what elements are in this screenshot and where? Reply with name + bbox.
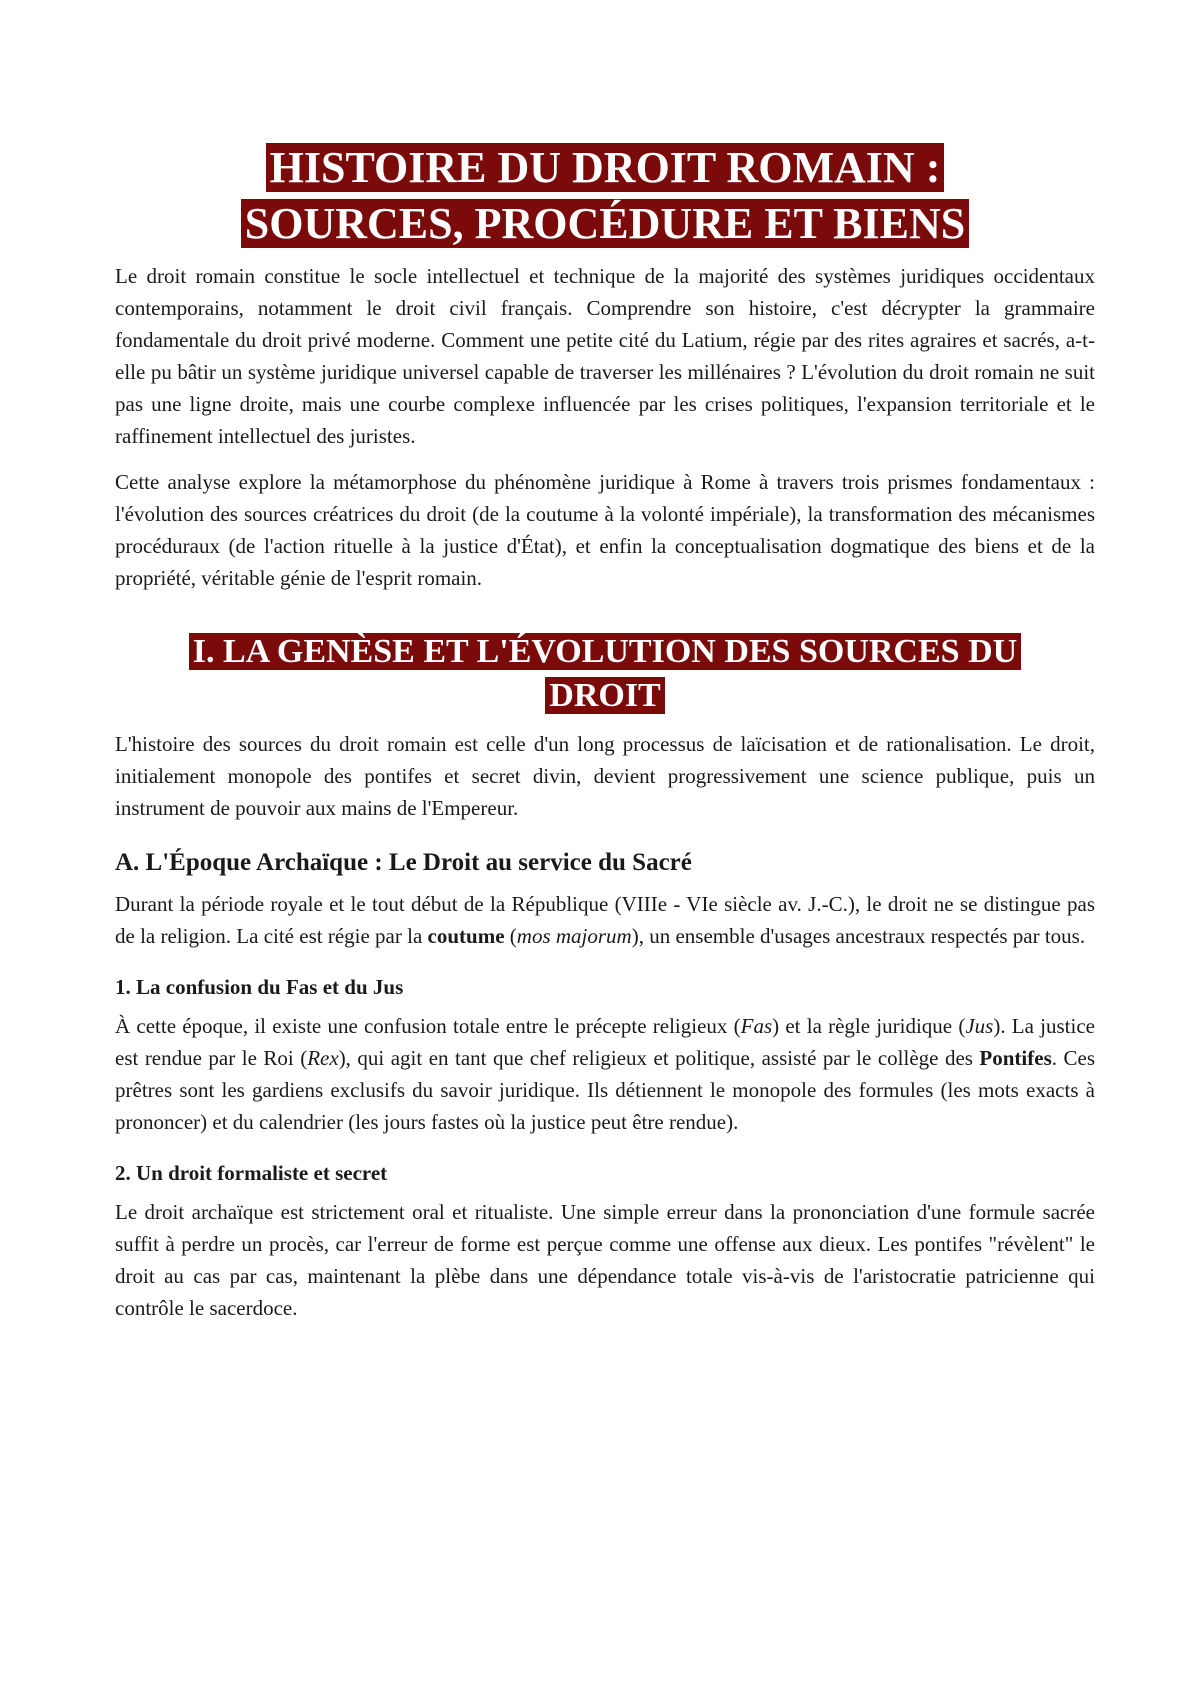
text-run: À cette époque, il existe une confusion totale entre le précepte religieux (: [115, 1014, 741, 1038]
bold-term-coutume: coutume: [427, 924, 505, 948]
text-run: ), un ensemble d'usages ancestraux respectés par tous.: [631, 924, 1086, 948]
document-title: [115, 140, 1095, 252]
text-run: ), qui agit en tant que chef religieux et politique, assisté par le collège des: [338, 1046, 980, 1070]
text-run: (: [504, 924, 517, 948]
subsection-a-paragraph: [115, 888, 1095, 952]
italic-term-fas: Fas: [740, 1014, 773, 1038]
document-page: [115, 140, 1095, 1338]
section-1-intro: L'histoire des sources du droit romain est celle d'un long processus de laïcisation et de rationalisation. Le droit, initialement monopole des pontifes et secret divin, devient progressivement une science publique, puis un instrument de pouvoir aux mains de l'Empereur.: [115, 732, 1095, 820]
italic-term-mos-majorum: mos majorum: [516, 924, 632, 948]
subsection-1-paragraph: [115, 1010, 1095, 1138]
section-1-heading-line-2: DROIT: [545, 677, 664, 714]
subsection-1-heading: 1. La confusion du Fas et du Jus: [115, 975, 404, 999]
text-run: ) et la règle juridique (: [772, 1014, 966, 1038]
subsection-2-heading: 2. Un droit formaliste et secret: [115, 1161, 388, 1185]
title-line-1: HISTOIRE DU DROIT ROMAIN :: [266, 143, 945, 192]
intro-paragraph-1: Le droit romain constitue le socle intellectuel et technique de la majorité des systèmes juridiques occidentaux contemporains, notamment le droit civil français. Comprendre son histoire, c'est décrypter la grammaire fondamentale du droit privé moderne. Comment une petite cité du Latium, régie par des rites agraires et sacrés, a-t-elle pu bâtir un système juridique universel capable de traverser les millénaires ? L'évolution du droit romain ne suit pas une ligne droite, mais une courbe complexe influencée par les crises politiques, l'expansion territoriale et le raffinement intellectuel des juristes.: [115, 264, 1095, 448]
italic-term-jus: Jus: [965, 1014, 994, 1038]
text-run: ). La justice est rendue par le Roi (: [115, 1014, 1095, 1070]
italic-term-rex: Rex: [307, 1046, 339, 1070]
text-run: . Ces prêtres sont les gardiens exclusifs du savoir juridique. Ils détiennent le monopole des formules (les mots exacts à prononcer) et du calendrier (les jours fastes où la justice peut être rendue).: [115, 1046, 1095, 1134]
subsection-a-heading: A. L'Époque Archaïque : Le Droit au service du Sacré: [115, 849, 692, 876]
section-1-heading: [115, 630, 1095, 718]
intro-paragraph-2: Cette analyse explore la métamorphose du phénomène juridique à Rome à travers trois prismes fondamentaux : l'évolution des sources créatrices du droit (de la coutume à la volonté impériale), la transformation des mécanismes procéduraux (de l'action rituelle à la justice d'État), et enfin la conceptualisation dogmatique des biens et de la propriété, véritable génie de l'esprit romain.: [115, 470, 1095, 590]
subsection-2-paragraph: Le droit archaïque est strictement oral et ritualiste. Une simple erreur dans la prononciation d'une formule sacrée suffit à perdre un procès, car l'erreur de forme est perçue comme une offense aux dieux. Les pontifes "révèlent" le droit au cas par cas, maintenant la plèbe dans une dépendance totale vis-à-vis de l'aristocratie patricienne qui contrôle le sacerdoce.: [115, 1200, 1095, 1320]
section-1-heading-line-1: I. LA GENÈSE ET L'ÉVOLUTION DES SOURCES DU: [189, 633, 1021, 670]
title-line-2: SOURCES, PROCÉDURE ET BIENS: [241, 199, 969, 248]
text-run: Durant la période royale et le tout début de la République (VIIIe - VIe siècle av. J.-C.), le droit ne se distingue pas de la religion. La cité est régie par la: [115, 892, 1095, 948]
bold-term-pontifes: Pontifes: [979, 1046, 1052, 1070]
